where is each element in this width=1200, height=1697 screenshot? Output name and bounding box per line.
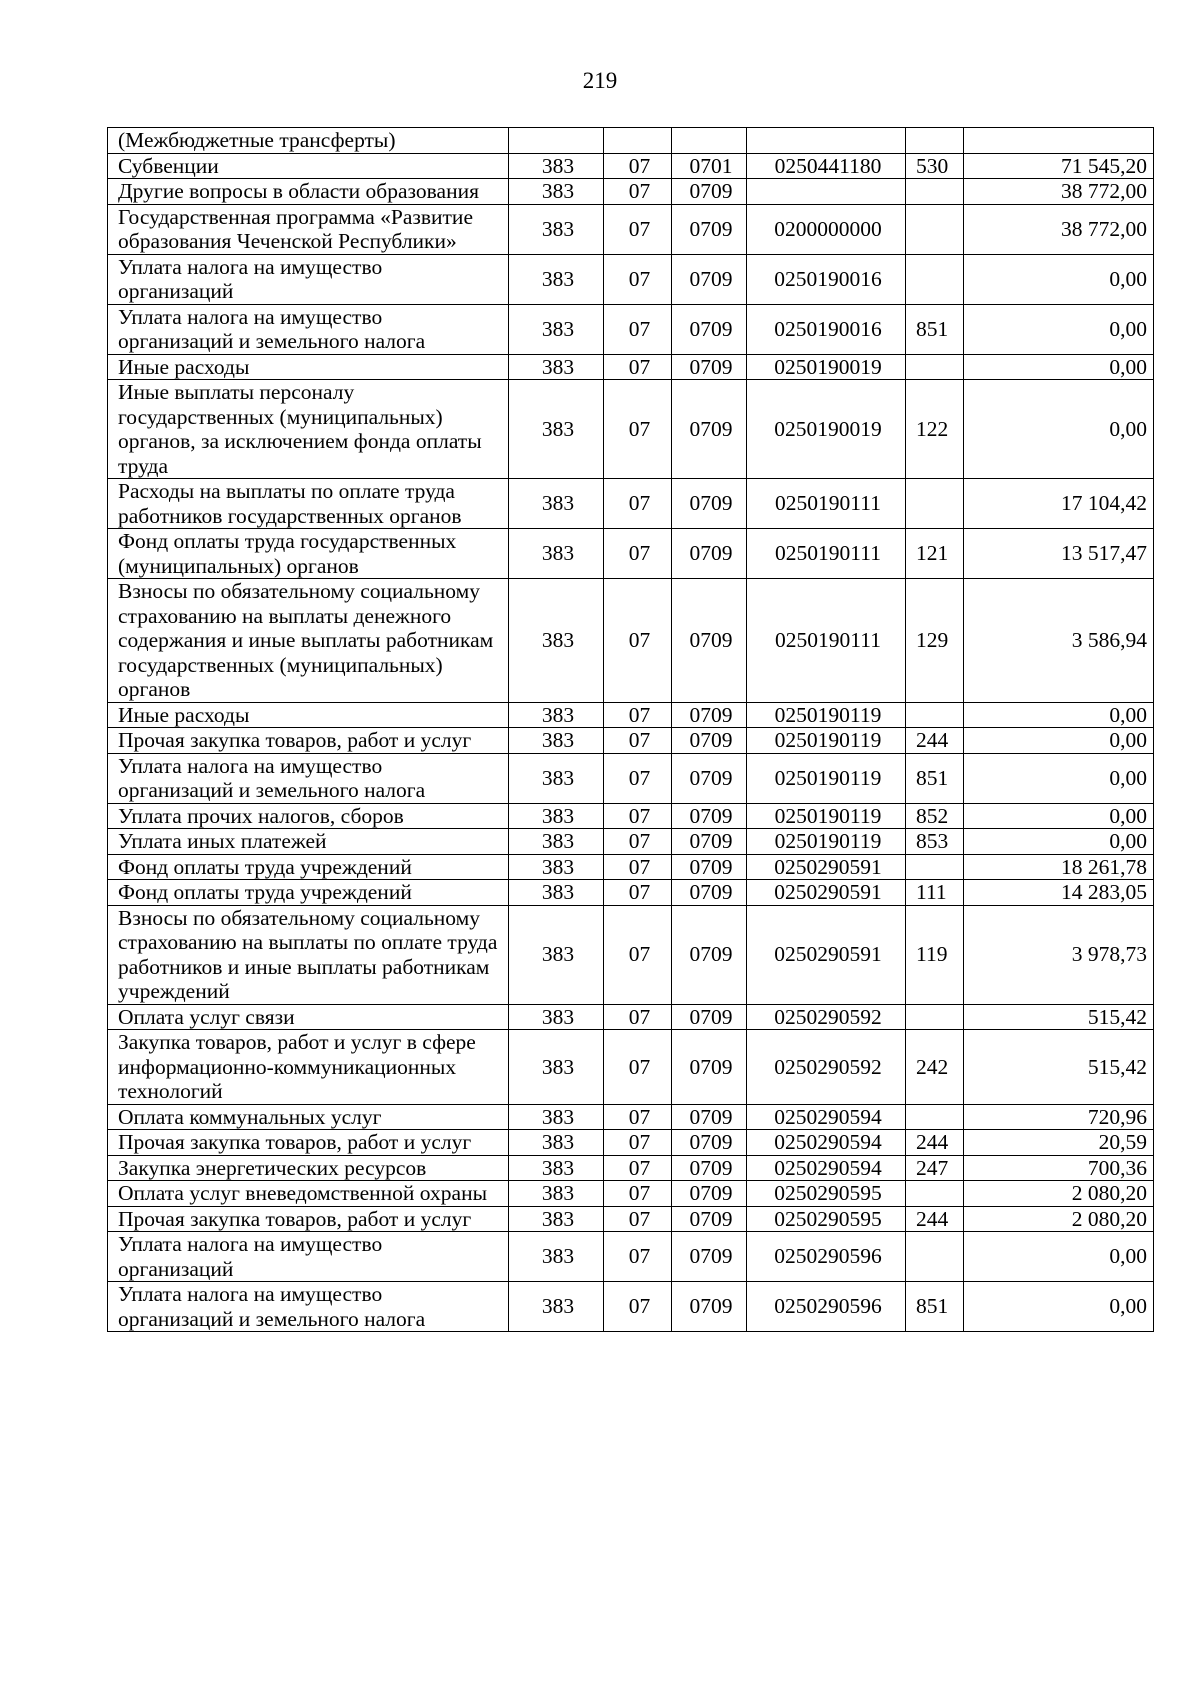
cell-ved: 383 [509,880,604,906]
cell-ved: 383 [509,1282,604,1332]
cell-expense-type [906,1232,964,1282]
cell-target-article: 0250290595 [747,1206,906,1232]
cell-podrazdel: 0709 [672,179,747,205]
cell-expense-type: 530 [906,153,964,179]
table-row [108,1004,1154,1030]
cell-target-article: 0250290591 [747,905,906,1004]
cell-podrazdel: 0709 [672,579,747,703]
cell-podrazdel: 0709 [672,1030,747,1105]
cell-target-article: 0250290594 [747,1130,906,1156]
cell-ved: 383 [509,579,604,703]
cell-expense-type: 247 [906,1155,964,1181]
cell-sum: 0,00 [964,380,1154,479]
table-row [108,1232,1154,1282]
cell-name: Прочая закупка товаров, работ и услуг [108,728,509,754]
page-number: 219 [582,68,618,93]
cell-razdel: 07 [604,1030,672,1105]
cell-expense-type: 851 [906,1282,964,1332]
cell-ved: 383 [509,153,604,179]
cell-target-article: 0250190111 [747,529,906,579]
cell-target-article: 0250190119 [747,702,906,728]
cell-razdel: 07 [604,529,672,579]
cell-razdel: 07 [604,479,672,529]
cell-expense-type [906,179,964,205]
cell-name: Уплата налога на имущество организаций и земельного налога [108,753,509,803]
table-row [108,1030,1154,1105]
cell-sum: 0,00 [964,829,1154,855]
table-row [108,479,1154,529]
cell-expense-type: 121 [906,529,964,579]
cell-podrazdel: 0709 [672,380,747,479]
cell-expense-type: 242 [906,1030,964,1105]
cell-sum: 0,00 [964,753,1154,803]
cell-razdel: 07 [604,1004,672,1030]
cell-expense-type: 111 [906,880,964,906]
table-row [108,254,1154,304]
cell-ved: 383 [509,905,604,1004]
cell-podrazdel: 0709 [672,803,747,829]
cell-name: Уплата налога на имущество организаций [108,1232,509,1282]
cell-sum: 13 517,47 [964,529,1154,579]
cell-expense-type: 119 [906,905,964,1004]
cell-name: Иные выплаты персоналу государственных (муниципальных) органов, за исключением фонда оплаты труда [108,380,509,479]
cell-ved: 383 [509,854,604,880]
cell-name: Субвенции [108,153,509,179]
cell-name: Фонд оплаты труда учреждений [108,880,509,906]
cell-razdel: 07 [604,179,672,205]
cell-ved: 383 [509,1155,604,1181]
cell-target-article: 0250190019 [747,354,906,380]
cell-expense-type [906,204,964,254]
cell-target-article: 0250190119 [747,829,906,855]
cell-razdel: 07 [604,1104,672,1130]
cell-sum: 18 261,78 [964,854,1154,880]
cell-target-article: 0250190019 [747,380,906,479]
cell-target-article: 0250190119 [747,728,906,754]
cell-expense-type: 853 [906,829,964,855]
cell-expense-type: 129 [906,579,964,703]
cell-podrazdel: 0709 [672,254,747,304]
cell-razdel: 07 [604,1282,672,1332]
cell-target-article: 0250190119 [747,803,906,829]
cell-target-article: 0250290594 [747,1104,906,1130]
table-row [108,529,1154,579]
cell-name: Иные расходы [108,702,509,728]
cell-podrazdel: 0709 [672,529,747,579]
cell-podrazdel: 0709 [672,702,747,728]
cell-sum: 0,00 [964,1282,1154,1332]
cell-podrazdel: 0709 [672,728,747,754]
cell-ved: 383 [509,803,604,829]
cell-sum: 38 772,00 [964,204,1154,254]
cell-sum: 3 978,73 [964,905,1154,1004]
cell-name: Уплата налога на имущество организаций и земельного налога [108,304,509,354]
cell-razdel: 07 [604,905,672,1004]
cell-podrazdel [672,128,747,154]
cell-podrazdel: 0709 [672,304,747,354]
cell-sum: 3 586,94 [964,579,1154,703]
table-row [108,354,1154,380]
cell-target-article: 0250290591 [747,854,906,880]
table-row [108,1181,1154,1207]
cell-sum: 38 772,00 [964,179,1154,205]
cell-razdel [604,128,672,154]
cell-sum: 0,00 [964,304,1154,354]
table-row [108,579,1154,703]
cell-podrazdel: 0709 [672,1282,747,1332]
cell-razdel: 07 [604,380,672,479]
cell-target-article: 0250190111 [747,579,906,703]
cell-sum: 0,00 [964,728,1154,754]
table-body [108,128,1154,1332]
table-row [108,728,1154,754]
cell-name: Государственная программа «Развитие образования Чеченской Республики» [108,204,509,254]
table-row [108,1155,1154,1181]
cell-ved: 383 [509,1004,604,1030]
cell-razdel: 07 [604,829,672,855]
cell-ved: 383 [509,179,604,205]
cell-target-article: 0250290594 [747,1155,906,1181]
table-row [108,1282,1154,1332]
cell-ved: 383 [509,254,604,304]
cell-sum: 71 545,20 [964,153,1154,179]
cell-podrazdel: 0709 [672,753,747,803]
cell-target-article: 0250290592 [747,1004,906,1030]
cell-sum: 2 080,20 [964,1206,1154,1232]
cell-expense-type: 122 [906,380,964,479]
cell-name: Фонд оплаты труда учреждений [108,854,509,880]
cell-podrazdel: 0701 [672,153,747,179]
cell-name: Другие вопросы в области образования [108,179,509,205]
cell-ved [509,128,604,154]
cell-expense-type: 244 [906,1130,964,1156]
cell-ved: 383 [509,753,604,803]
cell-target-article: 0250290595 [747,1181,906,1207]
cell-ved: 383 [509,380,604,479]
table-row [108,1206,1154,1232]
cell-podrazdel: 0709 [672,880,747,906]
cell-expense-type [906,354,964,380]
table-row [108,304,1154,354]
cell-name: Уплата налога на имущество организаций [108,254,509,304]
cell-sum: 2 080,20 [964,1181,1154,1207]
cell-name: Взносы по обязательному социальному страхованию на выплаты по оплате труда работников и иные выплаты работникам учреждений [108,905,509,1004]
cell-podrazdel: 0709 [672,1232,747,1282]
cell-ved: 383 [509,354,604,380]
cell-ved: 383 [509,479,604,529]
cell-ved: 383 [509,829,604,855]
cell-razdel: 07 [604,1232,672,1282]
cell-expense-type: 851 [906,753,964,803]
cell-podrazdel: 0709 [672,1104,747,1130]
cell-expense-type: 244 [906,1206,964,1232]
table-row [108,803,1154,829]
cell-sum: 0,00 [964,803,1154,829]
cell-ved: 383 [509,1104,604,1130]
cell-podrazdel: 0709 [672,354,747,380]
cell-razdel: 07 [604,204,672,254]
table-row [108,905,1154,1004]
cell-name: Прочая закупка товаров, работ и услуг [108,1130,509,1156]
cell-razdel: 07 [604,1206,672,1232]
cell-razdel: 07 [604,880,672,906]
cell-sum: 700,36 [964,1155,1154,1181]
cell-podrazdel: 0709 [672,1181,747,1207]
table-row [108,179,1154,205]
cell-podrazdel: 0709 [672,1130,747,1156]
cell-target-article: 0250290592 [747,1030,906,1105]
cell-podrazdel: 0709 [672,479,747,529]
cell-expense-type [906,1181,964,1207]
cell-name: Закупка товаров, работ и услуг в сфере информационно-коммуникационных технологий [108,1030,509,1105]
cell-sum [964,128,1154,154]
cell-podrazdel: 0709 [672,829,747,855]
cell-target-article: 0250290591 [747,880,906,906]
cell-name: Фонд оплаты труда государственных (муниципальных) органов [108,529,509,579]
cell-expense-type [906,254,964,304]
cell-ved: 383 [509,529,604,579]
cell-ved: 383 [509,1181,604,1207]
table-row [108,753,1154,803]
table-row [108,153,1154,179]
cell-name: Оплата услуг вневедомственной охраны [108,1181,509,1207]
cell-razdel: 07 [604,728,672,754]
cell-expense-type [906,1004,964,1030]
cell-sum: 0,00 [964,254,1154,304]
cell-name: Иные расходы [108,354,509,380]
cell-target-article: 0250290596 [747,1282,906,1332]
cell-name: Расходы на выплаты по оплате труда работников государственных органов [108,479,509,529]
cell-ved: 383 [509,1030,604,1105]
cell-razdel: 07 [604,1130,672,1156]
cell-target-article: 0250190016 [747,304,906,354]
cell-podrazdel: 0709 [672,1206,747,1232]
cell-name: Взносы по обязательному социальному страхованию на выплаты денежного содержания и иные выплаты работникам государственных (муниципальных) органов [108,579,509,703]
cell-ved: 383 [509,728,604,754]
cell-target-article [747,179,906,205]
cell-expense-type [906,854,964,880]
cell-ved: 383 [509,1232,604,1282]
table-row [108,1130,1154,1156]
cell-target-article: 0250190119 [747,753,906,803]
cell-expense-type: 851 [906,304,964,354]
table-row [108,702,1154,728]
cell-ved: 383 [509,1130,604,1156]
cell-expense-type [906,702,964,728]
cell-sum: 720,96 [964,1104,1154,1130]
cell-sum: 0,00 [964,354,1154,380]
cell-razdel: 07 [604,354,672,380]
cell-sum: 17 104,42 [964,479,1154,529]
cell-target-article: 0250290596 [747,1232,906,1282]
table-row [108,829,1154,855]
cell-sum: 515,42 [964,1030,1154,1105]
cell-name: Оплата коммунальных услуг [108,1104,509,1130]
cell-podrazdel: 0709 [672,854,747,880]
cell-name: Закупка энергетических ресурсов [108,1155,509,1181]
table-row [108,204,1154,254]
cell-target-article: 0250441180 [747,153,906,179]
table-row [108,854,1154,880]
cell-ved: 383 [509,304,604,354]
cell-razdel: 07 [604,1181,672,1207]
table-row [108,880,1154,906]
cell-target-article: 0200000000 [747,204,906,254]
cell-sum: 515,42 [964,1004,1154,1030]
cell-name: (Межбюджетные трансферты) [108,128,509,154]
cell-sum: 0,00 [964,1232,1154,1282]
budget-table [107,127,1154,1332]
cell-ved: 383 [509,702,604,728]
table-row [108,380,1154,479]
cell-sum: 0,00 [964,702,1154,728]
cell-razdel: 07 [604,1155,672,1181]
cell-razdel: 07 [604,304,672,354]
cell-target-article: 0250190111 [747,479,906,529]
cell-name: Прочая закупка товаров, работ и услуг [108,1206,509,1232]
cell-name: Оплата услуг связи [108,1004,509,1030]
cell-podrazdel: 0709 [672,204,747,254]
cell-sum: 14 283,05 [964,880,1154,906]
cell-razdel: 07 [604,254,672,304]
cell-ved: 383 [509,1206,604,1232]
cell-expense-type [906,1104,964,1130]
cell-sum: 20,59 [964,1130,1154,1156]
cell-razdel: 07 [604,579,672,703]
table-row [108,128,1154,154]
cell-razdel: 07 [604,803,672,829]
cell-name: Уплата иных платежей [108,829,509,855]
cell-ved: 383 [509,204,604,254]
cell-razdel: 07 [604,153,672,179]
cell-target-article: 0250190016 [747,254,906,304]
cell-podrazdel: 0709 [672,905,747,1004]
cell-name: Уплата прочих налогов, сборов [108,803,509,829]
cell-razdel: 07 [604,702,672,728]
cell-expense-type [906,128,964,154]
cell-expense-type: 244 [906,728,964,754]
cell-podrazdel: 0709 [672,1155,747,1181]
cell-razdel: 07 [604,854,672,880]
cell-expense-type [906,479,964,529]
table-row [108,1104,1154,1130]
cell-podrazdel: 0709 [672,1004,747,1030]
cell-name: Уплата налога на имущество организаций и земельного налога [108,1282,509,1332]
cell-expense-type: 852 [906,803,964,829]
cell-razdel: 07 [604,753,672,803]
cell-target-article [747,128,906,154]
